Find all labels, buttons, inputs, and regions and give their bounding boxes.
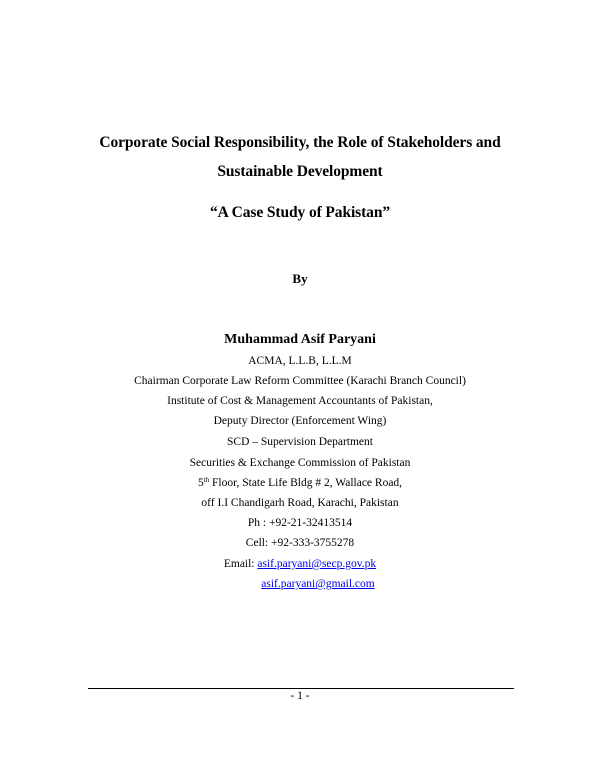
by-label: By xyxy=(292,271,308,286)
footer-divider xyxy=(88,688,514,689)
title-line-2: Sustainable Development xyxy=(217,163,383,180)
cell-number: Cell: +92-333-3755278 xyxy=(245,537,355,549)
email-link-secp[interactable]: asif.paryani@secp.gov.pk xyxy=(257,558,377,570)
address-floor-number: 5 xyxy=(197,477,204,489)
author-role-deputy-director: Deputy Director (Enforcement Wing) xyxy=(213,415,387,427)
email-line xyxy=(0,558,600,570)
author-org-icmap: Institute of Cost & Management Accountants of Pakistan, xyxy=(167,395,433,407)
address-floor-superscript: th xyxy=(203,476,210,484)
author-department: SCD – Supervision Department xyxy=(227,436,373,448)
email-line-2 xyxy=(0,578,600,590)
email-label: Email: xyxy=(223,558,258,570)
page-number: - 1 - xyxy=(290,690,310,702)
email-link-gmail[interactable]: asif.paryani@gmail.com xyxy=(261,578,375,590)
title-line-1: Corporate Social Responsibility, the Role of Stakeholders and xyxy=(99,134,501,151)
address-line-2: off I.I Chandigarh Road, Karachi, Pakistan xyxy=(201,497,399,509)
address-line-1-rest: Floor, State Life Bldg # 2, Wallace Road, xyxy=(209,477,403,489)
subtitle: “A Case Study of Pakistan” xyxy=(210,204,390,221)
author-name: Muhammad Asif Paryani xyxy=(224,332,376,347)
address-line-1 xyxy=(0,477,600,489)
author-org-secp: Securities & Exchange Commission of Pakistan xyxy=(189,457,411,469)
author-role-chairman: Chairman Corporate Law Reform Committee (Karachi Branch Council) xyxy=(134,375,466,387)
phone-number: Ph : +92-21-32413514 xyxy=(247,517,353,529)
author-credentials: ACMA, L.L.B, L.L.M xyxy=(248,355,352,367)
